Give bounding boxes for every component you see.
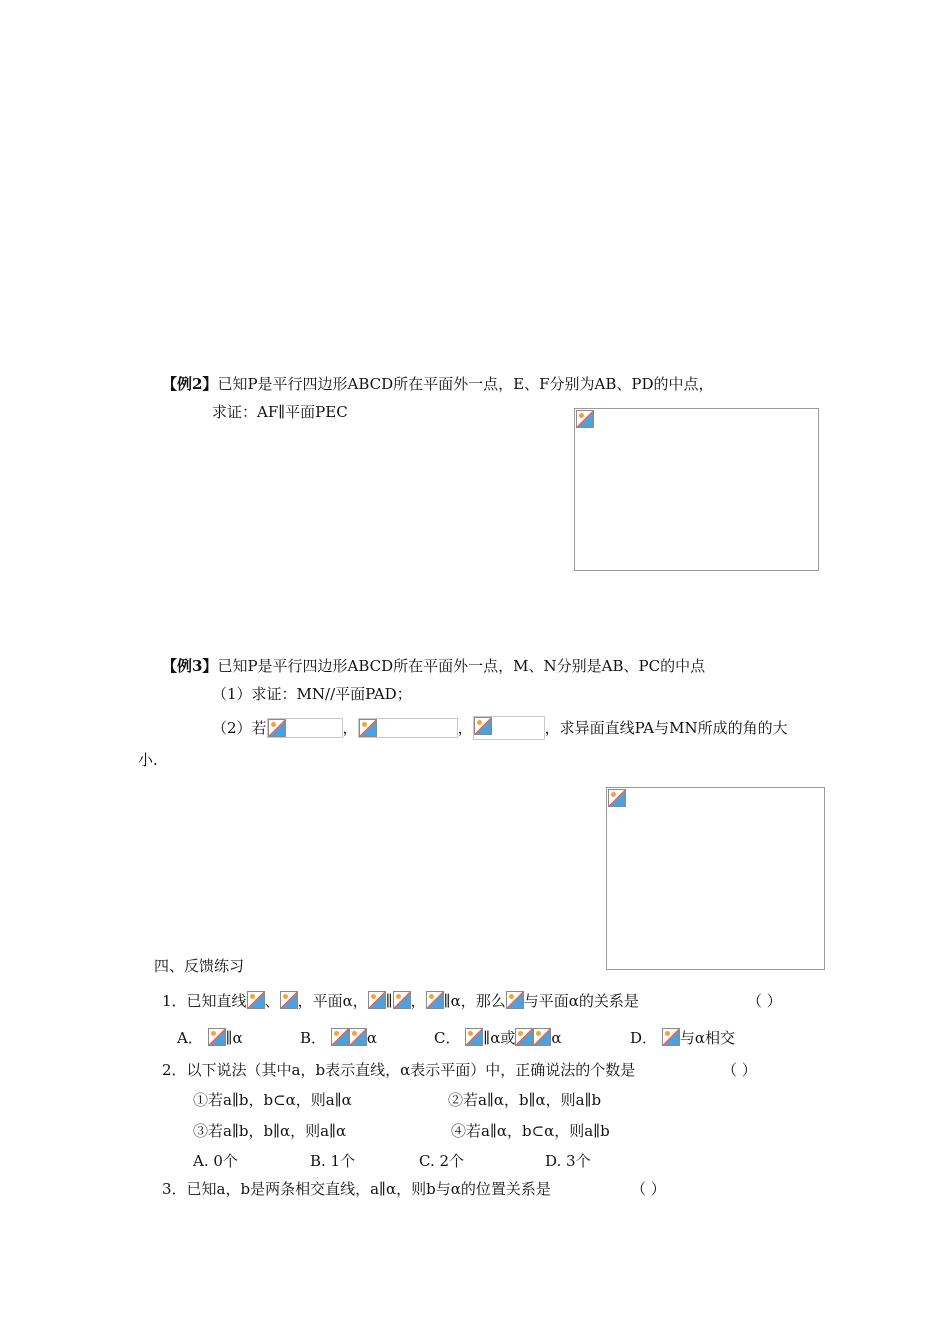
broken-image-icon (268, 719, 286, 737)
formula-image (515, 1028, 533, 1046)
example2-line1 (162, 374, 714, 394)
formula-image (331, 1028, 349, 1046)
example2-figure (574, 408, 819, 571)
q2-statement-2: ②若a∥α，b∥α，则a∥b (448, 1091, 602, 1109)
formula-image (533, 1028, 551, 1046)
q2-option-c: C. 2个 (419, 1152, 465, 1170)
q1-answer-paren: （ ） (747, 992, 782, 1010)
formula-image (426, 991, 444, 1009)
example2-line2: 求证：AF∥平面PEC (212, 403, 348, 421)
formula-image (208, 1028, 226, 1046)
broken-image-icon (474, 717, 492, 735)
option-text: α (551, 1029, 562, 1047)
q1-text: ，平面α， (297, 992, 368, 1010)
comma: ， (342, 719, 358, 737)
formula-image-1 (267, 718, 343, 738)
q1-option-b (300, 1028, 377, 1048)
formula-image (280, 991, 298, 1009)
option-text: 与α相交 (679, 1029, 735, 1047)
q2-option-b: B. 1个 (310, 1152, 356, 1170)
example2-title: 【例2】 (162, 375, 218, 393)
section4-heading: 四、反馈练习 (154, 957, 245, 975)
option-label: A． (177, 1029, 203, 1047)
comma: ， (457, 719, 473, 737)
example3-part2-wrap: 小. (138, 751, 158, 769)
option-text: α (366, 1029, 377, 1047)
broken-image-icon (608, 789, 626, 807)
q1-text: 与平面α的关系是 (523, 992, 639, 1010)
q3-answer-paren: （ ） (631, 1180, 666, 1198)
q2-statement-1: ①若a∥b，b⊂α，则a∥α (193, 1091, 352, 1109)
q1-text: 1．已知直线 (162, 992, 247, 1010)
q2-statement-4: ④若a∥α，b⊂α，则a∥b (451, 1122, 610, 1140)
formula-image (506, 991, 524, 1009)
formula-image (349, 1028, 367, 1046)
formula-image-3 (473, 716, 545, 740)
example3-text: 已知P是平行四边形ABCD所在平面外一点，M、N分别是AB、PC的中点 (217, 657, 706, 675)
example3-figure (606, 787, 825, 970)
q2-stem: 2．以下说法（其中a，b表示直线，α表示平面）中，正确说法的个数是 (162, 1061, 636, 1079)
q1-text: ， (410, 992, 426, 1010)
option-text: ∥α (225, 1029, 243, 1047)
q3-stem: 3．已知a，b是两条相交直线，a∥α，则b与α的位置关系是 (162, 1180, 551, 1198)
q1-text: ∥α，那么 (443, 992, 506, 1010)
q1-option-c (434, 1028, 561, 1048)
q1-option-a (177, 1028, 243, 1048)
formula-image (465, 1028, 483, 1046)
example3-part1: （1）求证：MN//平面PAD； (212, 685, 412, 703)
broken-image-icon (359, 719, 377, 737)
formula-image (393, 991, 411, 1009)
example2-text: 已知P是平行四边形ABCD所在平面外一点，E、F分别为AB、PD的中点， (217, 375, 714, 393)
broken-image-icon (576, 410, 594, 428)
example3-part2-suffix: ，求异面直线PA与MN所成的角的大 (544, 719, 788, 737)
example3-part2-prefix: （2）若 (212, 719, 267, 737)
option-text: ∥α或 (483, 1029, 516, 1047)
formula-image (368, 991, 386, 1009)
q2-option-a: A. 0个 (193, 1152, 238, 1170)
example3-title: 【例3】 (162, 657, 218, 675)
formula-image-2 (358, 718, 458, 738)
option-label: C． (434, 1029, 461, 1047)
formula-image (247, 991, 265, 1009)
q2-option-d: D. 3个 (545, 1152, 591, 1170)
q1-stem (162, 991, 639, 1011)
example3-line1 (162, 656, 705, 676)
option-label: D． (630, 1029, 658, 1047)
example3-part2 (212, 716, 788, 740)
q2-answer-paren: （ ） (722, 1061, 757, 1079)
q1-text: 、 (264, 992, 280, 1010)
q2-statement-3: ③若a∥b，b∥α，则a∥α (193, 1122, 347, 1140)
q1-option-d (630, 1028, 735, 1048)
q1-text: ∥ (385, 992, 393, 1010)
option-label: B． (300, 1029, 327, 1047)
formula-image (662, 1028, 680, 1046)
